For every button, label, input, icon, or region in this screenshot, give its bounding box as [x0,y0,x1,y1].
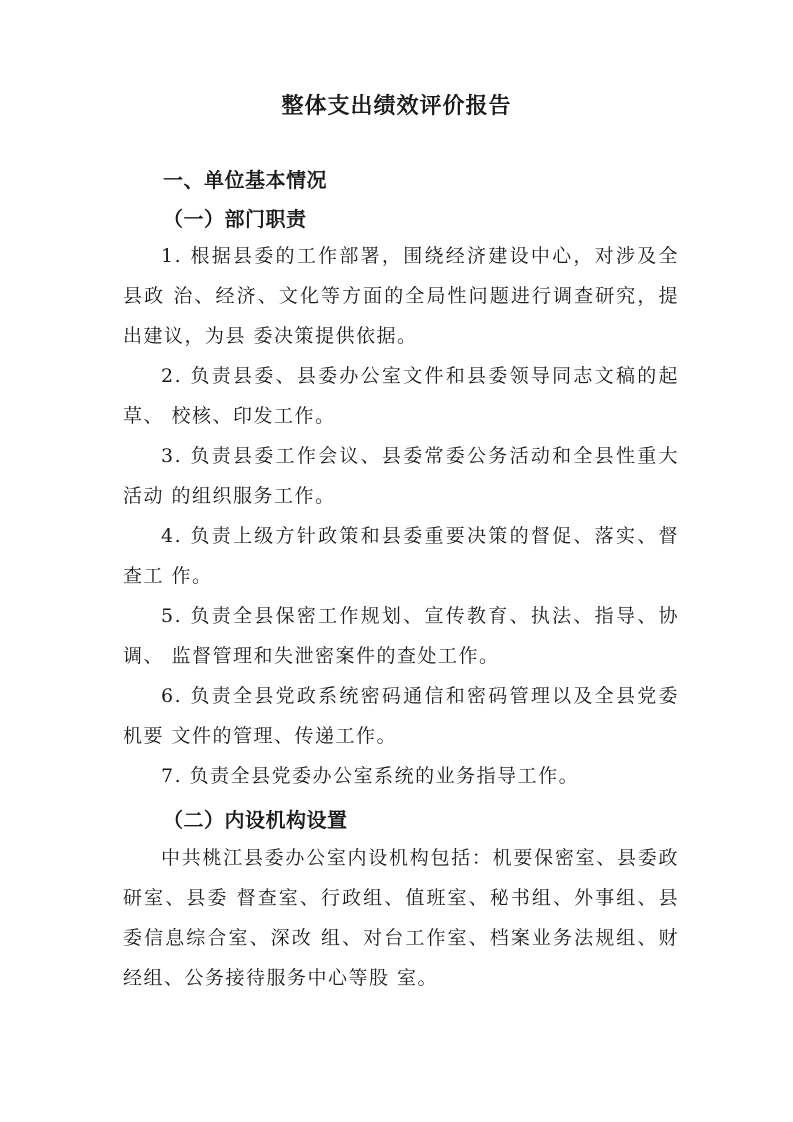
duty-item-2: 2. 负责县委、县委办公室文件和县委领导同志文稿的起草、 校核、印发工作。 [123,365,679,427]
duty-item-3: 3. 负责县委工作会议、县委常委公务活动和全县性重大活动 的组织服务工作。 [123,445,679,507]
internal-structure-text: 中共桃江县委办公室内设机构包括：机要保密室、县委政研室、县委 督查室、行政组、值班室、秘书组、外事组、县委信息综合室、深改 组、对台工作室、档案业务法规组、财经组、公务接待服务中心等股 室。 [123,847,679,989]
subsection-heading-internal-structure: （二）内设机构设置 [163,808,348,832]
duty-item-1: 1. 根据县委的工作部署，围绕经济建设中心，对涉及全县政 治、经济、文化等方面的全局性问题进行调查研究，提出建议，为县 委决策提供依据。 [123,245,679,347]
duty-item-6: 6. 负责全县党政系统密码通信和密码管理以及全县党委机要 文件的管理、传递工作。 [123,685,679,747]
duty-item-7: 7. 负责全县党委办公室系统的业务指导工作。 [161,765,580,787]
document-title: 整体支出绩效评价报告 [281,94,512,119]
duty-item-4: 4. 负责上级方针政策和县委重要决策的督促、落实、督查工 作。 [123,525,679,587]
section-heading-basic-info: 一、单位基本情况 [163,168,327,192]
subsection-heading-duties: （一）部门职责 [163,207,307,231]
duty-item-5: 5. 负责全县保密工作规划、宣传教育、执法、指导、协调、 监督管理和失泄密案件的查处工作。 [123,605,679,667]
